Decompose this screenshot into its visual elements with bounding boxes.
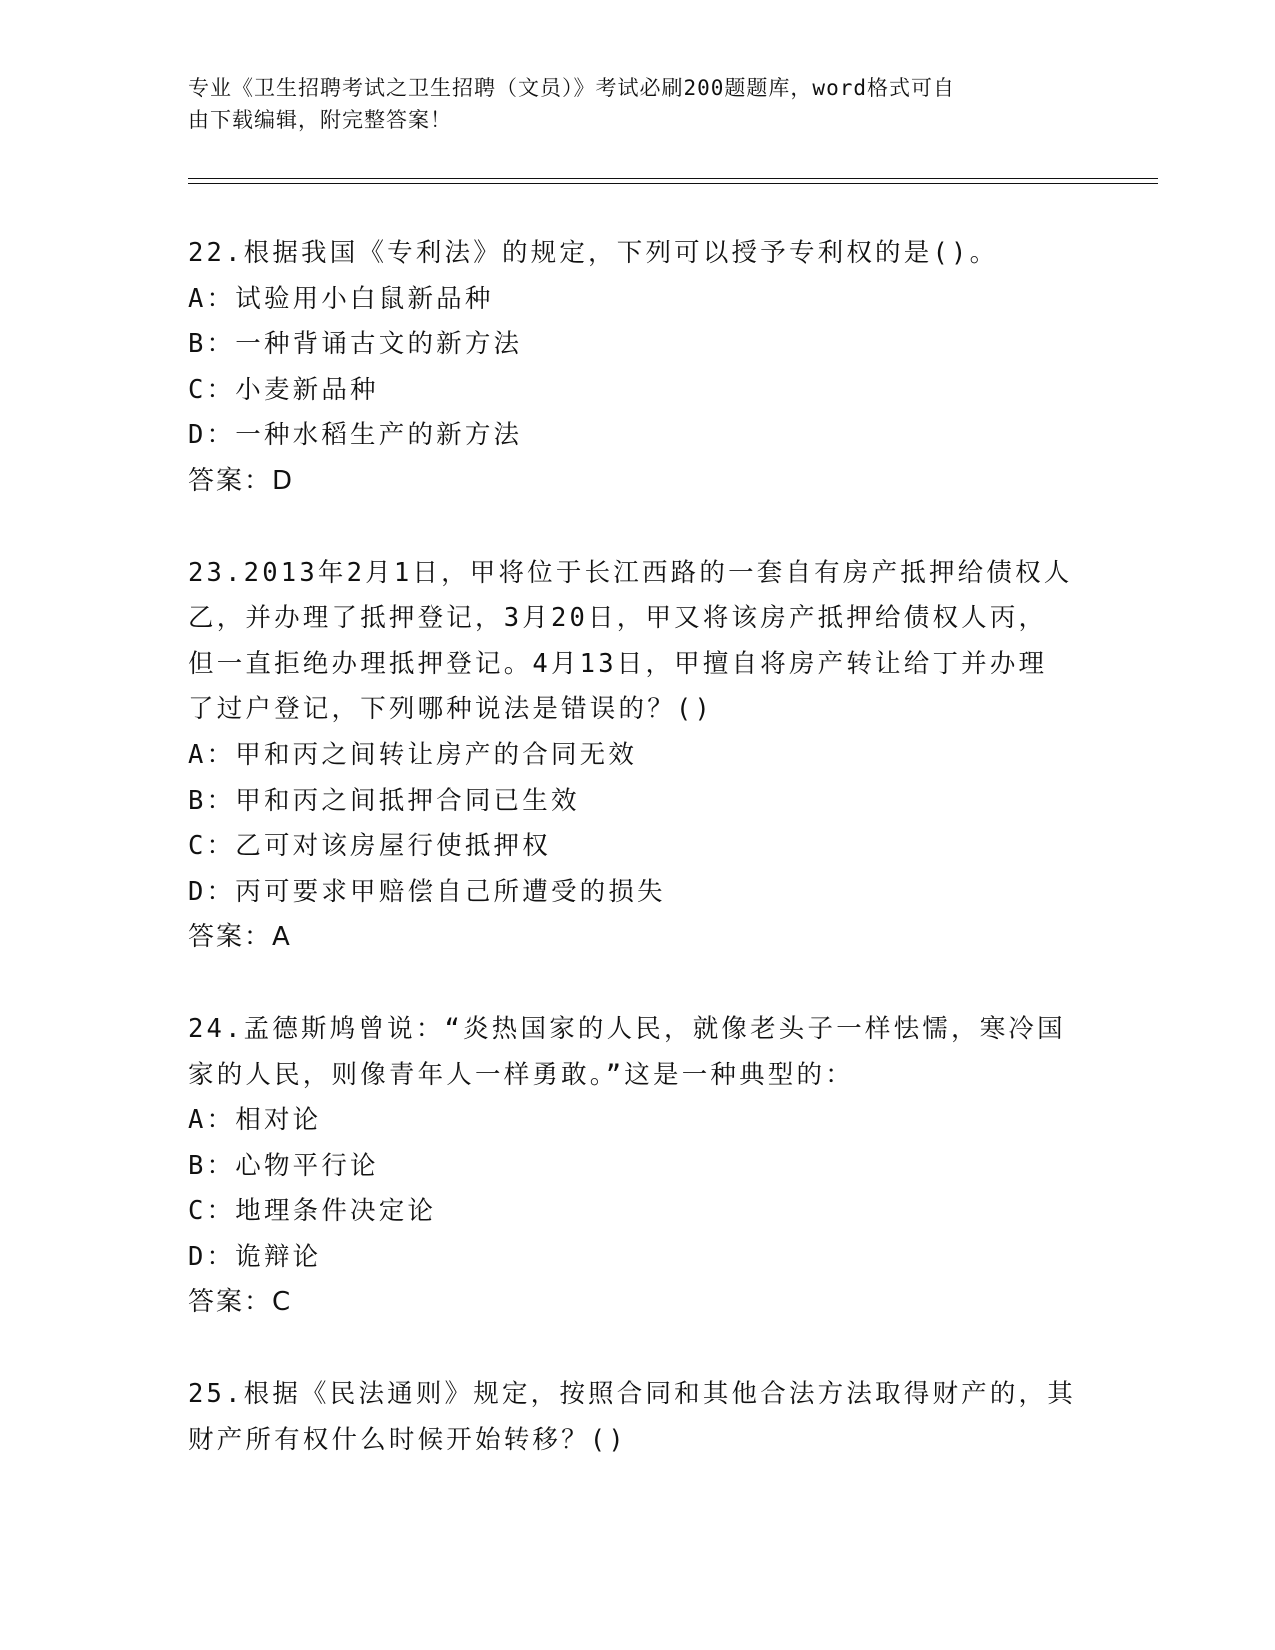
option-a: A：甲和丙之间转让房产的合同无效: [188, 739, 638, 770]
question-text: 22.根据我国《专利法》的规定，下列可以授予专利权的是()。: [188, 238, 999, 268]
option-c: C：地理条件决定论: [188, 1196, 437, 1227]
question-text-line-2: 乙，并办理了抵押登记，3月20日，甲又将该房产抵押给债权人丙，: [188, 603, 1048, 634]
option-a: A：试验用小白鼠新品种: [188, 283, 494, 314]
option-d: D：丙可要求甲赔偿自己所遭受的损失: [188, 876, 666, 907]
option-c: C：乙可对该房屋行使抵押权: [188, 831, 551, 862]
question-text-line-3: 但一直拒绝办理抵押登记。4月13日，甲擅自将房产转让给丁并办理: [188, 648, 1048, 679]
document-header: [188, 72, 1068, 136]
answer: 答案：A: [188, 922, 292, 953]
option-b: B：一种背诵古文的新方法: [188, 329, 523, 360]
question-text-line-1: 25.根据《民法通则》规定，按照合同和其他合法方法取得财产的，其: [188, 1379, 1076, 1410]
question-list: [188, 231, 1088, 1463]
option-a: A：相对论: [188, 1105, 322, 1136]
question-22: [188, 231, 1088, 505]
header-line-2: 由下载编辑，附完整答案！: [188, 108, 452, 132]
question-text-line-2: 财产所有权什么时候开始转移？(): [188, 1424, 627, 1455]
option-b: B：心物平行论: [188, 1150, 379, 1181]
answer: 答案：D: [188, 465, 295, 496]
option-c: C：小麦新品种: [188, 374, 379, 405]
option-d: D：一种水稻生产的新方法: [188, 420, 523, 451]
header-line-1: 专业《卫生招聘考试之卫生招聘（文员）》考试必刷200题题库，word格式可自: [188, 76, 955, 100]
question-text-line-1: 23.2013年2月1日，甲将位于长江西路的一套自有房产抵押给债权人: [188, 557, 1073, 588]
question-23: [188, 551, 1088, 961]
question-text-line-4: 了过户登记，下列哪种说法是错误的？(): [188, 694, 714, 725]
question-24: [188, 1007, 1088, 1326]
header-divider-top: [188, 178, 1158, 179]
option-d: D：诡辩论: [188, 1241, 322, 1272]
answer: 答案：C: [188, 1287, 293, 1318]
question-text-line-1: 24.孟德斯鸠曾说：“炎热国家的人民，就像老头子一样怯懦，寒冷国: [188, 1013, 1066, 1044]
question-text-line-2: 家的人民，则像青年人一样勇敢。”这是一种典型的：: [188, 1059, 854, 1090]
option-b: B：甲和丙之间抵押合同已生效: [188, 785, 580, 816]
header-divider-bottom: [188, 183, 1158, 184]
question-25: [188, 1372, 1088, 1463]
